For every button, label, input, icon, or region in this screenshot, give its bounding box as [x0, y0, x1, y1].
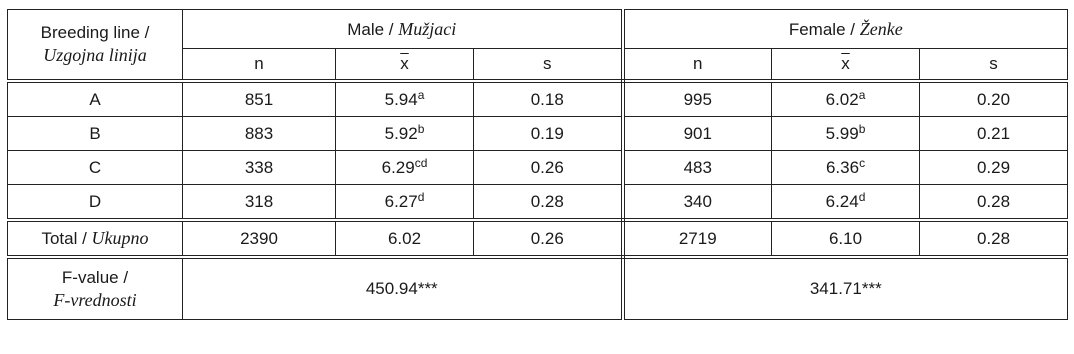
female-header-sr: Ženke — [859, 18, 903, 39]
female-n: 483 — [623, 151, 772, 185]
female-n: 995 — [623, 81, 772, 117]
female-mean-superscript: d — [858, 189, 866, 204]
breeding-line-header — [8, 10, 183, 82]
female-mean — [772, 117, 920, 151]
male-mean — [336, 151, 474, 185]
female-n-header: n — [623, 49, 772, 82]
male-mean-superscript: cd — [414, 155, 428, 170]
male-s: 0.28 — [474, 185, 623, 221]
female-mean-superscript: c — [859, 155, 866, 170]
data-table-container — [7, 9, 1067, 320]
female-mean — [772, 151, 920, 185]
female-header — [623, 10, 1068, 49]
female-mean-superscript: b — [858, 121, 866, 136]
male-s-header: s — [474, 49, 623, 82]
f-value-label — [8, 257, 183, 320]
table-row — [8, 81, 1068, 117]
total-male-n: 2390 — [183, 220, 336, 257]
male-n: 338 — [183, 151, 336, 185]
breeding-line-header-sr: Uzgojna linija — [43, 45, 147, 65]
female-s-header: s — [920, 49, 1068, 82]
male-s: 0.19 — [474, 117, 623, 151]
breeding-line-header-en: Breeding line / — [40, 23, 150, 42]
male-mean — [336, 185, 474, 221]
f-value-male: 450.94*** — [183, 257, 623, 320]
total-female-n: 2719 — [623, 220, 772, 257]
total-label — [8, 220, 183, 257]
table-row — [8, 151, 1068, 185]
f-value-row — [8, 257, 1068, 320]
male-mean-superscript: a — [417, 87, 425, 102]
female-mean-header — [772, 49, 920, 82]
female-mean-symbol: x — [841, 54, 850, 73]
total-label-sr: Ukupno — [91, 228, 149, 248]
male-n: 318 — [183, 185, 336, 221]
male-s: 0.18 — [474, 81, 623, 117]
line-label: D — [8, 185, 183, 221]
line-label: B — [8, 117, 183, 151]
total-label-en: Total / — [41, 229, 92, 248]
male-s: 0.26 — [474, 151, 623, 185]
male-mean-symbol: x — [400, 54, 409, 73]
male-mean-value: 6.27 — [384, 191, 418, 211]
female-s: 0.20 — [920, 81, 1068, 117]
header-row-1 — [8, 10, 1068, 49]
male-mean-value: 5.94 — [384, 89, 418, 109]
female-s: 0.29 — [920, 151, 1068, 185]
female-mean-value: 5.99 — [825, 123, 859, 143]
f-value-female: 341.71*** — [623, 257, 1068, 320]
female-mean-value: 6.24 — [825, 191, 859, 211]
male-header-sr: Mužjaci — [398, 18, 457, 39]
male-mean-value: 5.92 — [384, 123, 418, 143]
male-header-en: Male / — [347, 19, 399, 39]
female-mean — [772, 185, 920, 221]
male-mean — [336, 117, 474, 151]
table-row — [8, 185, 1068, 221]
total-female-s: 0.28 — [920, 220, 1068, 257]
f-value-label-en: F-value / — [61, 267, 129, 287]
female-mean-value: 6.02 — [825, 89, 859, 109]
male-n-header: n — [183, 49, 336, 82]
line-label: C — [8, 151, 183, 185]
total-male-s: 0.26 — [474, 220, 623, 257]
female-s: 0.21 — [920, 117, 1068, 151]
male-mean-superscript: b — [417, 121, 425, 136]
male-mean — [336, 81, 474, 117]
female-n: 340 — [623, 185, 772, 221]
male-n: 851 — [183, 81, 336, 117]
female-mean-value: 6.36 — [825, 157, 860, 177]
total-female-mean: 6.10 — [772, 220, 920, 257]
total-row — [8, 220, 1068, 257]
female-s: 0.28 — [920, 185, 1068, 221]
male-mean-value: 6.29 — [381, 157, 415, 177]
table-row — [8, 117, 1068, 151]
female-mean — [772, 81, 920, 117]
f-value-label-sr: F-vrednosti — [53, 289, 137, 310]
breeding-line-table — [7, 9, 1068, 320]
male-header — [183, 10, 623, 49]
male-mean-header — [336, 49, 474, 82]
male-mean-superscript: d — [417, 189, 425, 204]
total-male-mean: 6.02 — [336, 220, 474, 257]
line-label: A — [8, 81, 183, 117]
male-n: 883 — [183, 117, 336, 151]
female-header-en: Female / — [788, 19, 860, 39]
female-n: 901 — [623, 117, 772, 151]
female-mean-superscript: a — [858, 87, 866, 102]
